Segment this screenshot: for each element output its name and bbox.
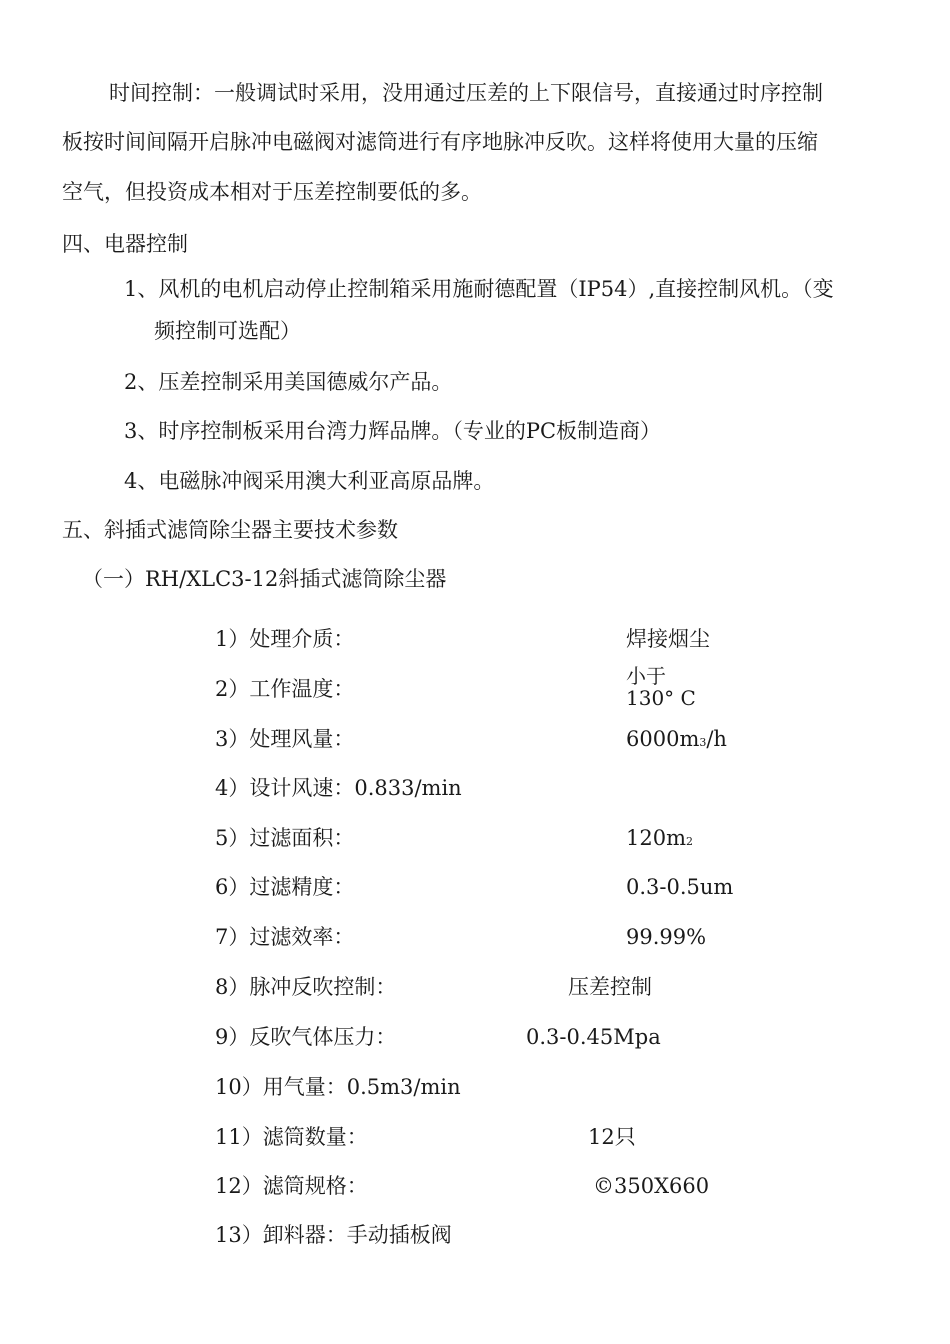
param-label-7: 7）过滤效率： bbox=[215, 925, 355, 949]
intro-line-2: 板按时间间隔开启脉冲电磁阀对滤筒进行有序地脉冲反吹。这样将使用大量的压缩 bbox=[62, 130, 818, 154]
param-label-3: 3）处理风量： bbox=[215, 727, 355, 751]
param-value-3-unit: 3 bbox=[699, 736, 707, 749]
section-4-item-1-cont: 频控制可选配） bbox=[154, 319, 301, 343]
param-label-2: 2）工作温度： bbox=[215, 677, 355, 701]
param-label-1: 1）处理介质： bbox=[215, 627, 355, 651]
intro-line-1: 时间控制：一般调试时采用，没用通过压差的上下限信号，直接通过时序控制 bbox=[109, 81, 823, 105]
param-value-8: 压差控制 bbox=[568, 975, 652, 999]
section-4-item-2: 2、压差控制采用美国德威尔产品。 bbox=[124, 370, 453, 394]
section-5-heading: 五、斜插式滤筒除尘器主要技术参数 bbox=[62, 518, 398, 542]
param-label-8: 8）脉冲反吹控制： bbox=[215, 975, 397, 999]
param-label-12: 12）滤筒规格： bbox=[215, 1174, 368, 1198]
param-value-3-main: 6000m bbox=[626, 727, 700, 751]
param-value-3-tail: /h bbox=[706, 727, 727, 751]
param-label-4: 4）设计风速：0.833/min bbox=[215, 776, 462, 800]
param-value-2-line-2: 130° C bbox=[626, 686, 696, 710]
param-value-6: 0.3-0.5um bbox=[626, 875, 734, 899]
param-value-9: 0.3-0.45Mpa bbox=[526, 1025, 661, 1049]
param-value-1: 焊接烟尘 bbox=[626, 627, 710, 651]
param-label-6: 6）过滤精度： bbox=[215, 875, 355, 899]
param-label-5: 5）过滤面积： bbox=[215, 826, 355, 850]
param-value-12: ©350X660 bbox=[593, 1174, 710, 1198]
section-4-heading: 四、电器控制 bbox=[62, 232, 188, 256]
param-value-5-unit: 2 bbox=[686, 835, 693, 848]
param-value-2 bbox=[626, 665, 696, 709]
param-label-10: 10）用气量：0.5m3/min bbox=[215, 1075, 461, 1099]
section-4-item-1: 1、风机的电机启动停止控制箱采用施耐德配置（IP54）,直接控制风机。（变 bbox=[124, 277, 834, 301]
section-5-subheading: （一）RH/XLC3-12斜插式滤筒除尘器 bbox=[82, 567, 447, 591]
section-4-item-4: 4、电磁脉冲阀采用澳大利亚高原品牌。 bbox=[124, 469, 495, 493]
param-value-3 bbox=[626, 729, 727, 750]
param-label-13: 13）卸料器：手动插板阀 bbox=[215, 1223, 452, 1247]
param-value-11: 12只 bbox=[588, 1125, 636, 1149]
section-4-item-3: 3、时序控制板采用台湾力辉品牌。（专业的PC板制造商） bbox=[124, 419, 662, 443]
param-value-7: 99.99% bbox=[626, 925, 707, 949]
param-label-11: 11）滤筒数量： bbox=[215, 1125, 368, 1149]
param-value-5 bbox=[626, 828, 693, 849]
param-value-5-main: 120m bbox=[626, 826, 686, 850]
intro-line-3: 空气，但投资成本相对于压差控制要低的多。 bbox=[62, 180, 482, 204]
param-value-2-line-1: 小于 bbox=[626, 664, 666, 688]
param-label-9: 9）反吹气体压力： bbox=[215, 1025, 397, 1049]
